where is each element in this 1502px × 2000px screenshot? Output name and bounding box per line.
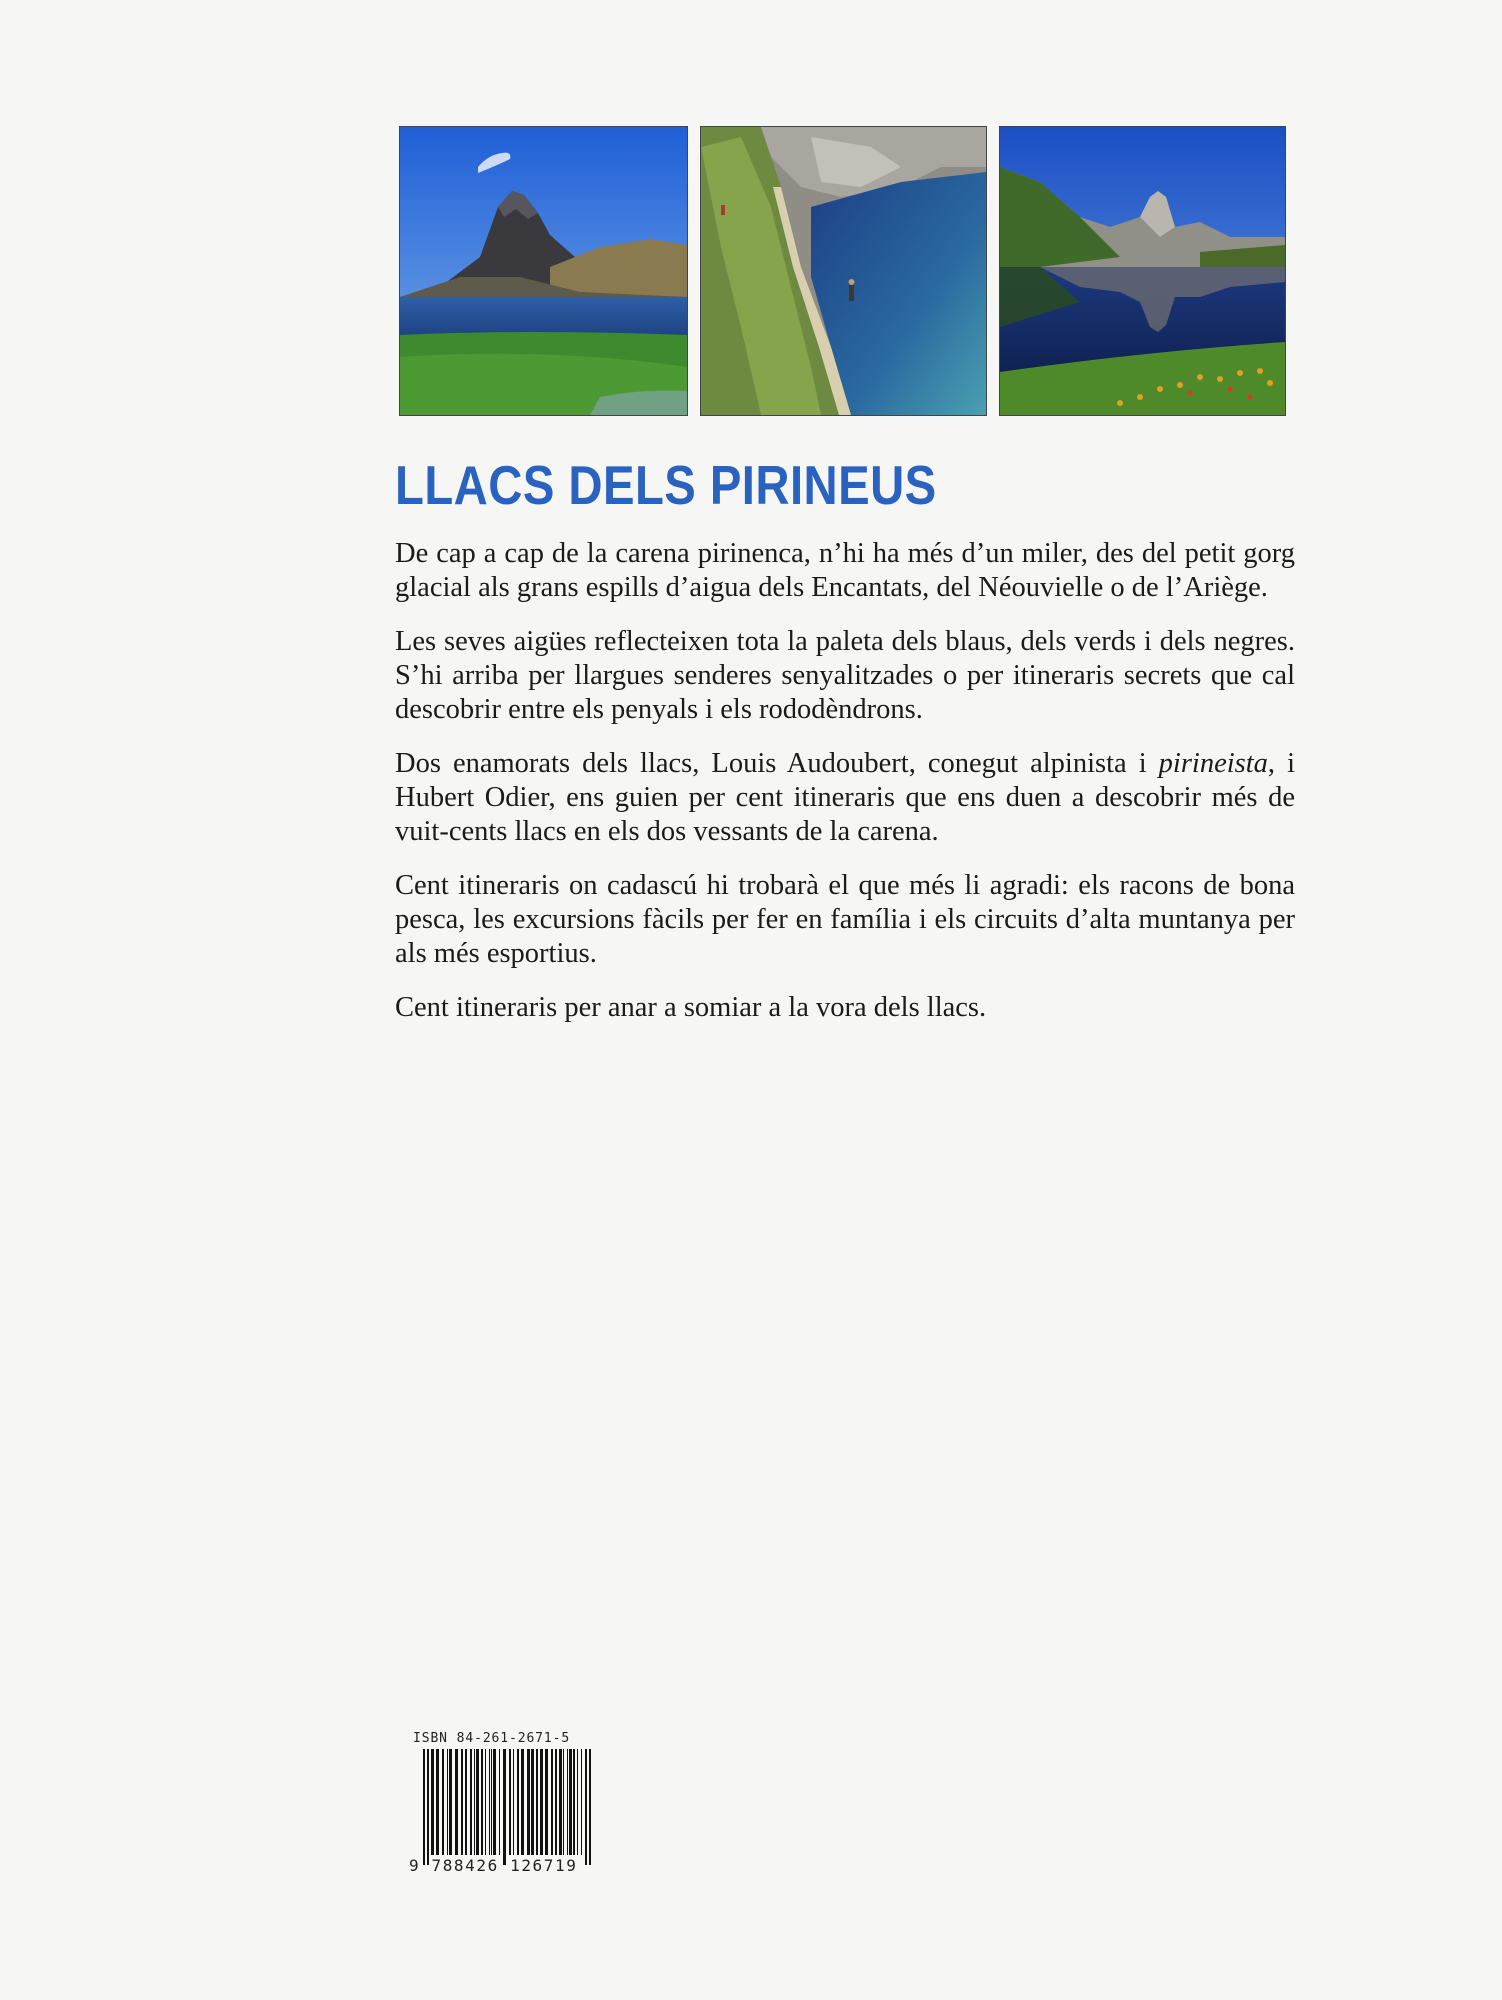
photo-strip: [399, 126, 1287, 416]
book-title: LLACS DELS PIRINEUS: [395, 454, 937, 516]
barcode-digits: 9 788426 126719: [409, 1856, 578, 1875]
paragraph-3-end: , i Hubert Odier, ens guien per cent itineraris que ens duen a descobrir més de vuit-cents llacs en els dos vessants de la carena.: [395, 748, 1295, 847]
paragraph-3: [395, 747, 1295, 849]
barcode-block: [409, 1731, 599, 1874]
paragraph-2: Les seves aigües reflecteixen tota la paleta dels blaus, dels verds i dels negres. S’hi arriba per llargues senderes senyalitzades o per itineraris secrets que cal descobrir entre els penyals i els rododèndrons.: [395, 626, 1295, 725]
paragraph-4: Cent itineraris on cadascú hi trobarà el que més li agradi: els racons de bona pesca, les excursions fàcils per fer en família i els circuits d’alta muntanya per als més esportius.: [395, 870, 1295, 969]
mountain-reflection-lake-photo: [999, 126, 1286, 416]
barcode-bars: [409, 1749, 599, 1867]
blurb-text: [395, 537, 1295, 1045]
paragraph-5: Cent itineraris per anar a somiar a la vora dels llacs.: [395, 992, 987, 1023]
isbn-number: ISBN 84-261-2671-5: [413, 1731, 571, 1746]
lakeshore-path-fisherman-photo: [700, 126, 987, 416]
paragraph-3-italic-word: pirineista: [1158, 748, 1268, 779]
paragraph-1: De cap a cap de la carena pirinenca, n’hi ha més d’un miler, des del petit gorg glacial als grans espills d’aigua dels Encantats, del Néouvielle o de l’Ariège.: [395, 538, 1295, 603]
pic-du-midi-ossau-lake-photo: [399, 126, 688, 416]
paragraph-3-start: Dos enamorats dels llacs, Louis Audoubert, conegut alpinista i: [395, 748, 1159, 779]
barcode: [409, 1747, 599, 1874]
